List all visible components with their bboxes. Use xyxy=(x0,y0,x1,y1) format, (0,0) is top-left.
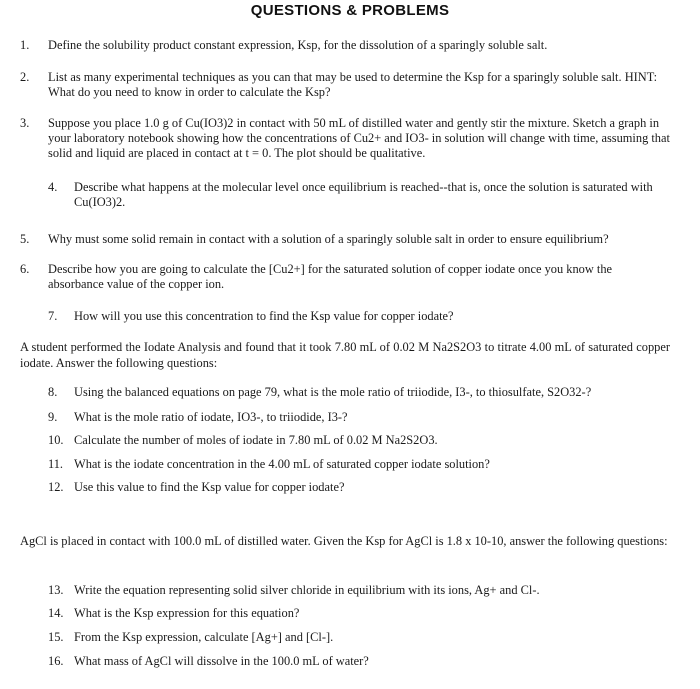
question-text: Using the balanced equations on page 79, what is the mole ratio of triiodide, I3-, to thiosulfate, S2O32-? xyxy=(74,385,592,399)
question-number: 2. xyxy=(20,70,30,84)
question-text: What is the iodate concentration in the 4.00 mL of saturated copper iodate solution? xyxy=(74,457,490,471)
question-text: What is the mole ratio of iodate, IO3-, to triiodide, I3-? xyxy=(74,410,348,424)
question-7 xyxy=(48,309,670,324)
question-1 xyxy=(20,38,670,53)
question-text: What is the Ksp expression for this equation? xyxy=(74,606,300,620)
question-12 xyxy=(48,480,678,495)
question-number: 1. xyxy=(20,38,30,52)
question-number: 9. xyxy=(48,410,58,424)
question-text: Define the solubility product constant expression, Ksp, for the dissolution of a sparingly soluble salt. xyxy=(48,38,548,52)
question-text: How will you use this concentration to find the Ksp value for copper iodate? xyxy=(74,309,454,323)
page-title: QUESTIONS & PROBLEMS xyxy=(250,2,450,19)
question-text: Describe how you are going to calculate the [Cu2+] for the saturated solution of copper iodate once you know the absorbance value of the copper ion. xyxy=(48,262,613,291)
question-text: List as many experimental techniques as you can that may be used to determine the Ksp for a sparingly soluble salt. HINT: What do you need to know in order to calculate the Ksp? xyxy=(48,70,658,99)
iodate-analysis-intro: A student performed the Iodate Analysis and found that it took 7.80 mL of 0.02 M Na2S2O3 to titrate 4.00 mL of saturated copper iodate. Answer the following questions: xyxy=(20,340,670,370)
question-text: Describe what happens at the molecular level once equilibrium is reached--that is, once the solution is saturated with Cu(IO3)2. xyxy=(74,180,653,209)
question-number: 6. xyxy=(20,262,30,276)
question-13 xyxy=(48,583,678,598)
question-3 xyxy=(20,116,670,161)
question-number: 11. xyxy=(48,457,64,471)
question-number: 10. xyxy=(48,433,64,447)
question-5 xyxy=(20,232,680,247)
question-text: Write the equation representing solid silver chloride in equilibrium with its ions, Ag+ and Cl-. xyxy=(74,583,540,597)
question-text: Why must some solid remain in contact with a solution of a sparingly soluble salt in order to ensure equilibrium? xyxy=(48,232,609,246)
question-number: 4. xyxy=(48,180,58,194)
question-15 xyxy=(48,630,678,645)
question-number: 13. xyxy=(48,583,64,597)
question-number: 16. xyxy=(48,654,64,668)
question-number: 8. xyxy=(48,385,58,399)
question-9 xyxy=(48,410,678,425)
question-14 xyxy=(48,606,678,621)
agcl-intro: AgCl is placed in contact with 100.0 mL of distilled water. Given the Ksp for AgCl is 1.8 x 10-10, answer the following questions: xyxy=(20,534,668,548)
question-number: 7. xyxy=(48,309,58,323)
question-number: 5. xyxy=(20,232,30,246)
question-16 xyxy=(48,654,678,669)
question-number: 15. xyxy=(48,630,64,644)
question-8 xyxy=(48,385,678,400)
question-11 xyxy=(48,457,678,472)
question-text: What mass of AgCl will dissolve in the 100.0 mL of water? xyxy=(74,654,369,668)
question-6 xyxy=(20,262,670,292)
question-text: From the Ksp expression, calculate [Ag+] and [Cl-]. xyxy=(74,630,334,644)
question-text: Suppose you place 1.0 g of Cu(IO3)2 in contact with 50 mL of distilled water and gently stir the mixture. Sketch a graph in your laboratory notebook showing how the concentrations of Cu2+ and IO3- in solution will change with time, assuming that solid and liquid are placed in contact at t = 0. The plot should be qualitative. xyxy=(48,116,670,160)
question-number: 3. xyxy=(20,116,30,130)
question-text: Calculate the number of moles of iodate in 7.80 mL of 0.02 M Na2S2O3. xyxy=(74,433,438,447)
question-10 xyxy=(48,433,678,448)
question-2 xyxy=(20,70,670,100)
question-number: 12. xyxy=(48,480,64,494)
question-4 xyxy=(48,180,670,210)
question-text: Use this value to find the Ksp value for copper iodate? xyxy=(74,480,345,494)
question-number: 14. xyxy=(48,606,64,620)
